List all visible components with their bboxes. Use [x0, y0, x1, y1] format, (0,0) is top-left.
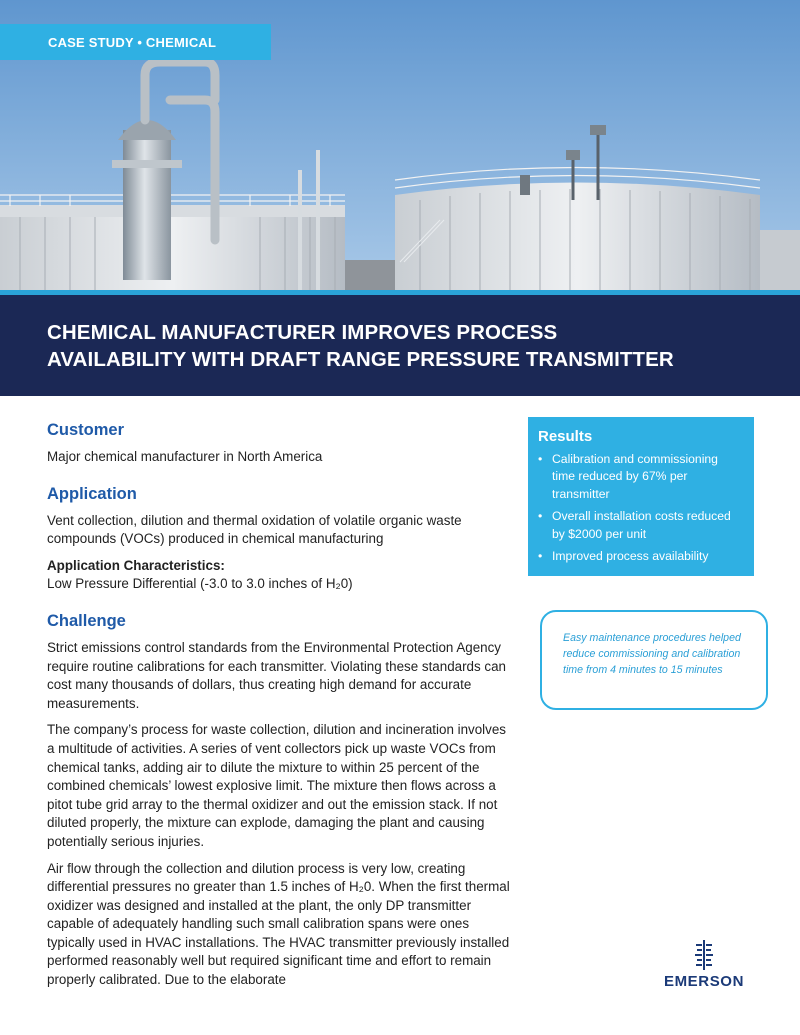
results-heading: Results: [538, 428, 593, 445]
challenge-paragraph-3: Air flow through the collection and dilution process is very low, creating differential pressures no greater than 1.5 inches of H₂0. When the first thermal oxidizer was designed and installed at the plant, the only DP transmitter capable of adequately handling such small calibration spans were ones typically used in HVAC installations. The HVAC transmitter previously installed performed reasonably well but required significant time and effort to remain properly calibrated. Due to the elaborate: [47, 860, 510, 988]
main-column: [47, 420, 512, 998]
application-text: Vent collection, dilution and thermal oxidation of volatile organic waste compounds (VOCs) produced in chemical manufacturing: [47, 512, 462, 547]
emerson-logo: [652, 940, 756, 992]
page-title: [47, 319, 777, 373]
bullet-icon: •: [538, 509, 543, 524]
challenge-paragraph-2: The company’s process for waste collection, dilution and incineration involves a multitude of activities. A series of vent collectors pick up waste VOCs from chemical tanks, adding air to dilute the mixture to within 25 percent of the combined chemicals’ lowest explosive limit. The mixture then flows across a pitot tube grid array to the thermal oxidizer and out the emission stack. If not diluted properly, the mixture can explode, damaging the plant and causing potentially serious injuries.: [47, 722, 506, 849]
customer-heading: Customer: [47, 421, 125, 439]
emerson-logo-icon: [695, 940, 713, 970]
challenge-paragraph-1: Strict emissions control standards from the Environmental Protection Agency require routine calibrations for each transmitter. Violating these standards can cost many thousands of dollars, thus creating high demand for accurate measurements.: [47, 639, 507, 711]
title-band: [0, 290, 800, 396]
pull-quote-text: Easy maintenance procedures helped reduce commissioning and calibration time from 4 minutes to 15 minutes: [563, 632, 741, 676]
case-study-tag: CASE STUDY • CHEMICAL: [0, 24, 271, 60]
hero-image: [0, 0, 800, 290]
emerson-wordmark: EMERSON: [663, 973, 745, 990]
results-list: [538, 451, 744, 565]
application-characteristics-text: Low Pressure Differential (-3.0 to 3.0 inches of H₂0): [47, 576, 353, 592]
title-line-2: AVAILABILITY WITH DRAFT RANGE PRESSURE TRANSMITTER: [47, 348, 674, 371]
results-item: • Overall installation costs reduced by $2000 per unit: [538, 509, 731, 541]
application-heading: Application: [47, 484, 137, 503]
challenge-heading: Challenge: [47, 611, 126, 630]
pull-quote-box: [540, 610, 768, 710]
customer-text: Major chemical manufacturer in North America: [47, 449, 323, 464]
results-item: • Calibration and commissioning time reduced by 67% per transmitter: [538, 452, 718, 501]
bullet-icon: •: [538, 452, 543, 466]
application-characteristics-label: Application Characteristics:: [47, 557, 225, 573]
bullet-icon: •: [538, 549, 543, 564]
results-box: [528, 417, 754, 576]
results-item: • Improved process availability: [538, 548, 744, 565]
title-line-1: CHEMICAL MANUFACTURER IMPROVES PROCESS: [47, 321, 558, 344]
